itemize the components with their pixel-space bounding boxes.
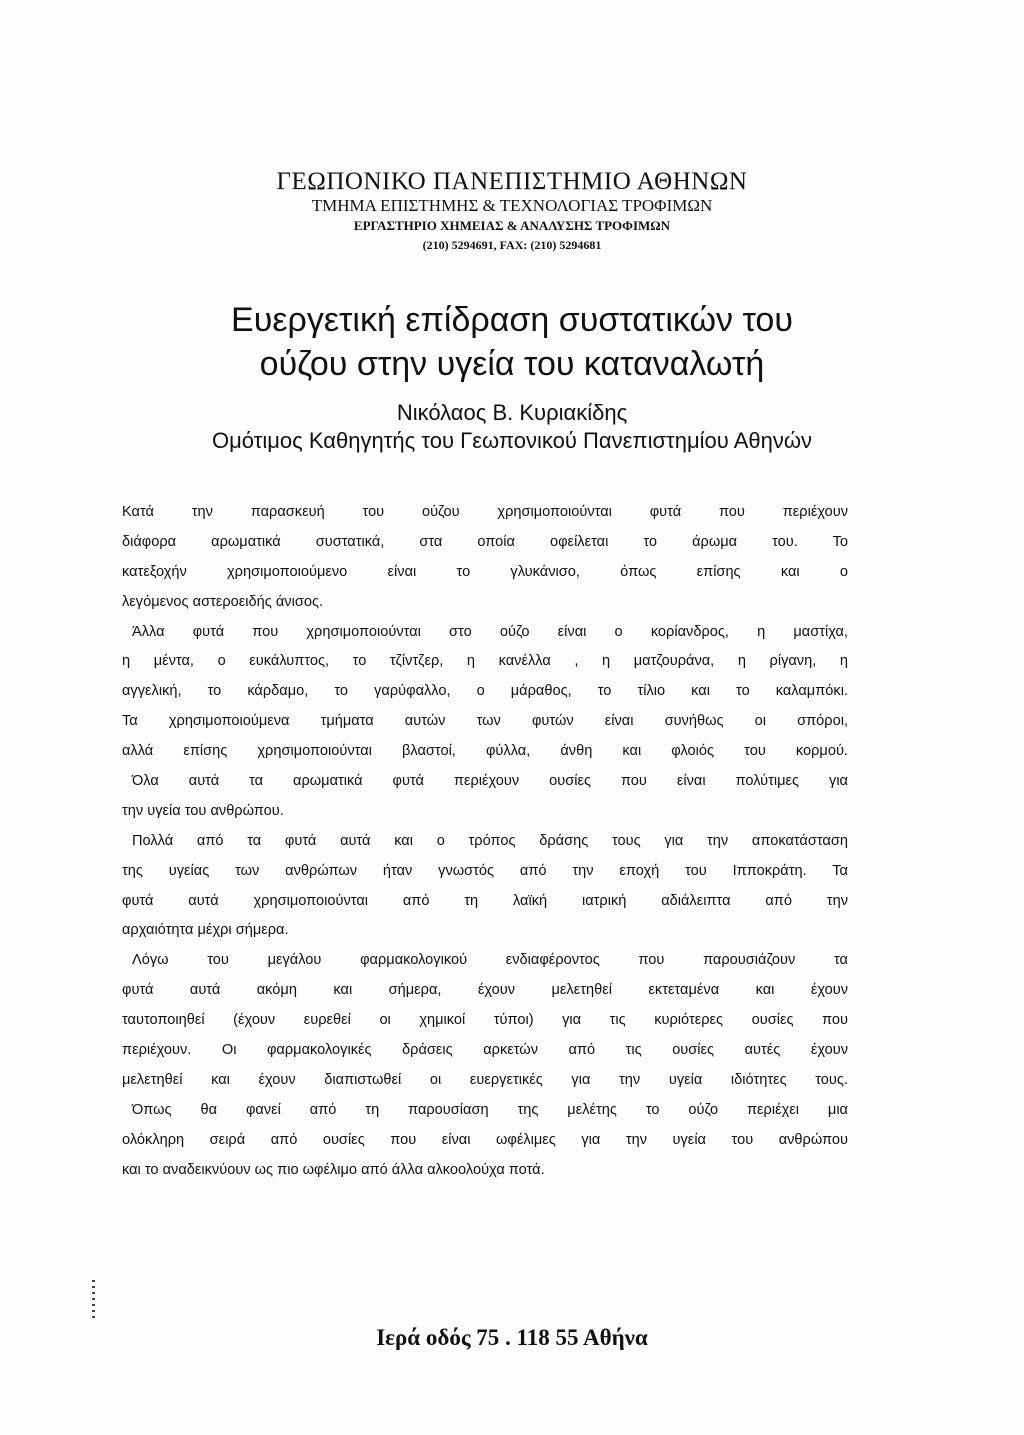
body-line: διάφορα αρωματικά συστατικά, στα οποία οφείλεται το άρωμα του. Το [122,533,848,550]
body-line: Κατά την παρασκευή του ούζου χρησιμοποιούνται φυτά που περιέχουν [122,504,848,520]
body-line: και το αναδεικνύουν ως πιο ωφέλιμο από άλλα αλκοολούχα ποτά. [122,1161,545,1178]
body-line: την υγεία του ανθρώπου. [122,802,284,819]
body-line: Όλα αυτά τα αρωματικά φυτά περιέχουν ουσίες που είναι πολύτιμες για [132,773,848,790]
footer-address: Ιερά οδός 75 . 118 55 Αθήνα [376,1325,648,1350]
body-line: ταυτοποιηθεί (έχουν ευρεθεί οι χημικοί τύποι) για τις κυριότερες ουσίες που [122,1012,848,1029]
body-line: της υγείας των ανθρώπων ήταν γνωστός από την εποχή του Ιπποκράτη. Τα [122,862,848,879]
body-line: Τα χρησιμοποιούμενα τμήματα αυτών των φυτών είναι συνήθως οι σπόροι, [122,713,848,730]
body-line: η μέντα, ο ευκάλυπτος, το τζίντζερ, η κανέλλα , η ματζουράνα, η ρίγανη, η [122,653,848,670]
body-line: Άλλα φυτά που χρησιμοποιούνται στο ούζο είναι ο κορίανδρος, η μαστίχα, [132,623,848,640]
scan-artifact-dots [92,1280,95,1320]
lab-name: ΕΡΓΑΣΤΗΡΙΟ ΧΗΜΕΙΑΣ & ΑΝΑΛΥΣΗΣ ΤΡΟΦΙΜΩΝ [353,218,671,233]
body-line: ολόκληρη σειρά από ουσίες που είναι ωφέλιμες για την υγεία του ανθρώπου [122,1131,848,1148]
title-line-1: Ευεργετική επίδραση συστατικών του [231,301,793,339]
body-line: αγγελική, το κάρδαμο, το γαρύφαλλο, ο μάραθος, το τίλιο και το καλαμπόκι. [122,683,848,700]
title-line-2: ούζου στην υγεία του καταναλωτή [259,345,765,383]
body-line: φυτά αυτά χρησιμοποιούνται από τη λαϊκή ιατρική αδιάλειπτα από την [122,892,848,909]
body-line: αρχαιότητα μέχρι σήμερα. [122,922,289,939]
university-name: ΓΕΩΠΟΝΙΚΟ ΠΑΝΕΠΙΣΤΗΜΙΟ ΑΘΗΝΩΝ [276,168,748,195]
body-line: περιέχουν. Οι φαρμακολογικές δράσεις αρκετών από τις ουσίες αυτές έχουν [122,1042,848,1059]
body-line: φυτά αυτά ακόμη και σήμερα, έχουν μελετηθεί εκτεταμένα και έχουν [122,982,848,999]
body-line: Όπως θα φανεί από τη παρουσίαση της μελέτης το ούζο περιέχει μια [132,1101,848,1118]
body-line: Λόγω του μεγάλου φαρμακολογικού ενδιαφέροντος που παρουσιάζουν τα [132,952,848,969]
body-line: Πολλά από τα φυτά αυτά και ο τρόπος δράσης τους για την αποκατάσταση [132,832,848,849]
author-role: Ομότιμος Καθηγητής του Γεωπονικού Πανεπιστημίου Αθηνών [211,428,813,453]
body-text [122,498,848,1185]
body-line: κατεξοχήν χρησιμοποιούμενο είναι το γλυκάνισο, όπως επίσης και ο [122,563,848,580]
department-name: ΤΜΗΜΑ ΕΠΙΣΤΗΜΗΣ & ΤΕΧΝΟΛΟΓΙΑΣ ΤΡΟΦΙΜΩΝ [311,196,713,215]
body-line: μελετηθεί και έχουν διαπιστωθεί οι ευεργετικές για την υγεία ιδιότητες τους. [122,1071,848,1088]
body-line: αλλά επίσης χρησιμοποιούνται βλαστοί, φύλλα, άνθη και φλοιός του κορμού. [122,743,848,760]
body-line: λεγόμενος αστεροειδής άνισος. [122,593,324,610]
author-name: Νικόλαος Β. Κυριακίδης [396,400,628,425]
contact-phone: (210) 5294691, FAX: (210) 5294681 [422,238,602,252]
